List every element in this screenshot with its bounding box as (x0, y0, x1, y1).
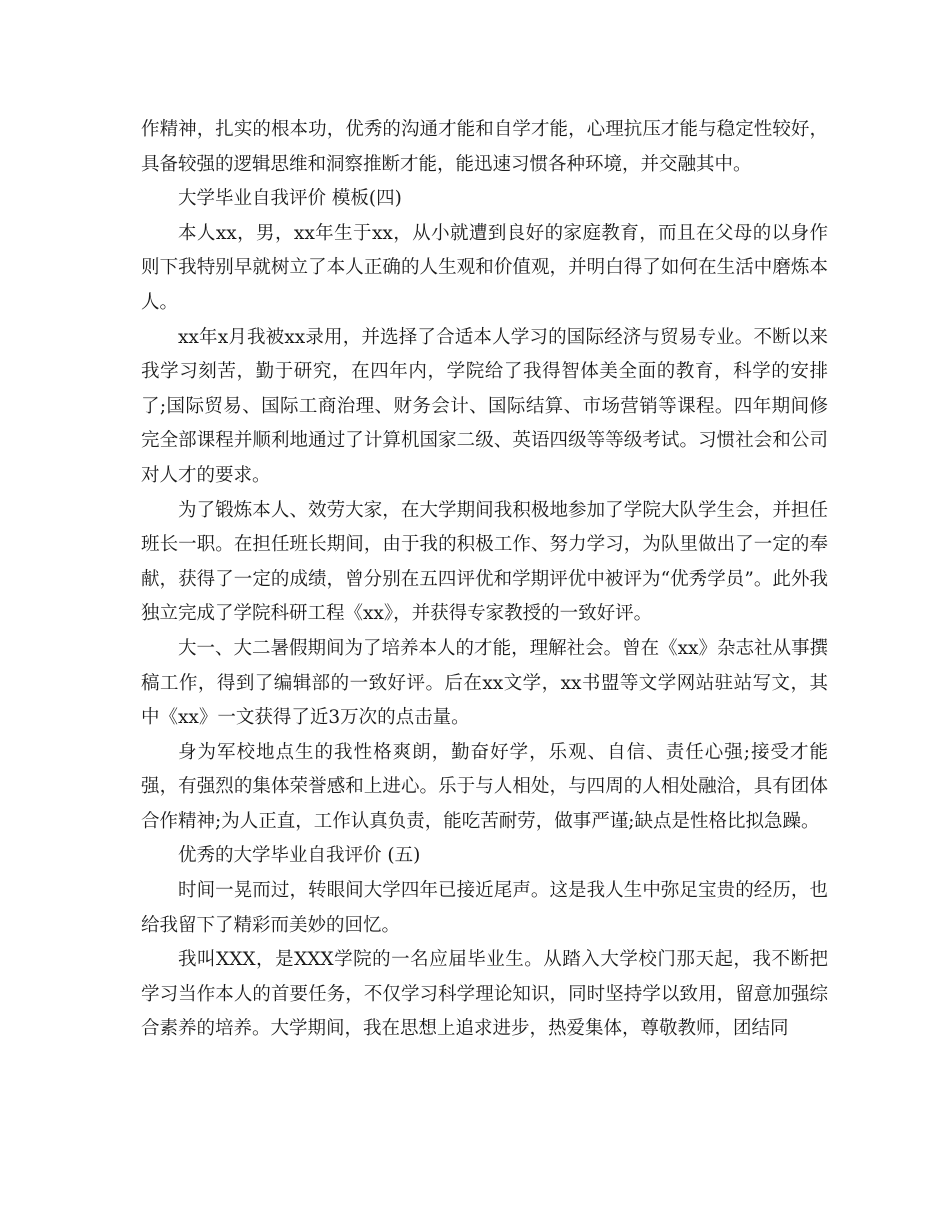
paragraph: 大一、大二暑假期间为了培养本人的才能，理解社会。曾在《xx》杂志社从事撰稿工作，得到了编辑部的一致好评。后在xx文学，xx书盟等文学网站驻站写文，其中《xx》一文获得了近3万次的点击量。 (141, 637, 828, 729)
document-body (141, 113, 828, 1047)
paragraph-continuation: 作精神，扎实的根本功，优秀的沟通才能和自学才能，心理抗压才能与稳定性较好，具备较强的逻辑思维和洞察推断才能，能迅速习惯各种环境，并交融其中。 (141, 119, 828, 175)
paragraph: xx年x月我被xx录用，并选择了合适本人学习的国际经济与贸易专业。不断以来我学习刻苦，勤于研究，在四年内，学院给了我得智体美全面的教育，科学的安排了;国际贸易、国际工商治理、财务会计、国际结算、市场营销等课程。四年期间修完全部课程并顺利地通过了计算机国家二级、英语四级等等级考试。习惯社会和公司对人才的要求。 (141, 326, 828, 486)
paragraph: 本人xx，男，xx年生于xx，从小就遭到良好的家庭教育，而且在父母的以身作则下我特别早就树立了本人正确的人生观和价值观，并明白得了如何在生活中磨炼本人。 (141, 222, 828, 313)
paragraph: 我叫XXX，是XXX学院的一名应届毕业生。从踏入大学校门那天起，我不断把学习当作本人的首要任务，不仅学习科学理论知识，同时坚持学以致用，留意加强综合素养的培养。大学期间，我在思想上追求进步，热爱集体，尊敬教师，团结同 (141, 949, 828, 1040)
section-heading-four: 大学毕业自我评价 模板(四) (178, 188, 402, 210)
paragraph: 身为军校地点生的我性格爽朗，勤奋好学，乐观、自信、责任心强;接受才能强，有强烈的集体荣誉感和上进心。乐于与人相处，与四周的人相处融洽，具有团体合作精神;为人正直，工作认真负责，能吃苦耐劳，做事严谨;缺点是性格比拟急躁。 (141, 741, 828, 832)
section-heading-five: 优秀的大学毕业自我评价 (五) (178, 845, 421, 867)
paragraph: 为了锻炼本人、效劳大家，在大学期间我积极地参加了学院大队学生会，并担任班长一职。在担任班长期间，由于我的积极工作、努力学习，为队里做出了一定的奉献，获得了一定的成绩，曾分别在五四评优和学期评优中被评为“优秀学员”。此外我独立完成了学院科研工程《xx》，并获得专家教授的一致好评。 (141, 499, 828, 625)
paragraph: 时间一晃而过，转眼间大学四年已接近尾声。这是我人生中弥足宝贵的经历，也给我留下了精彩而美妙的回忆。 (141, 880, 828, 936)
